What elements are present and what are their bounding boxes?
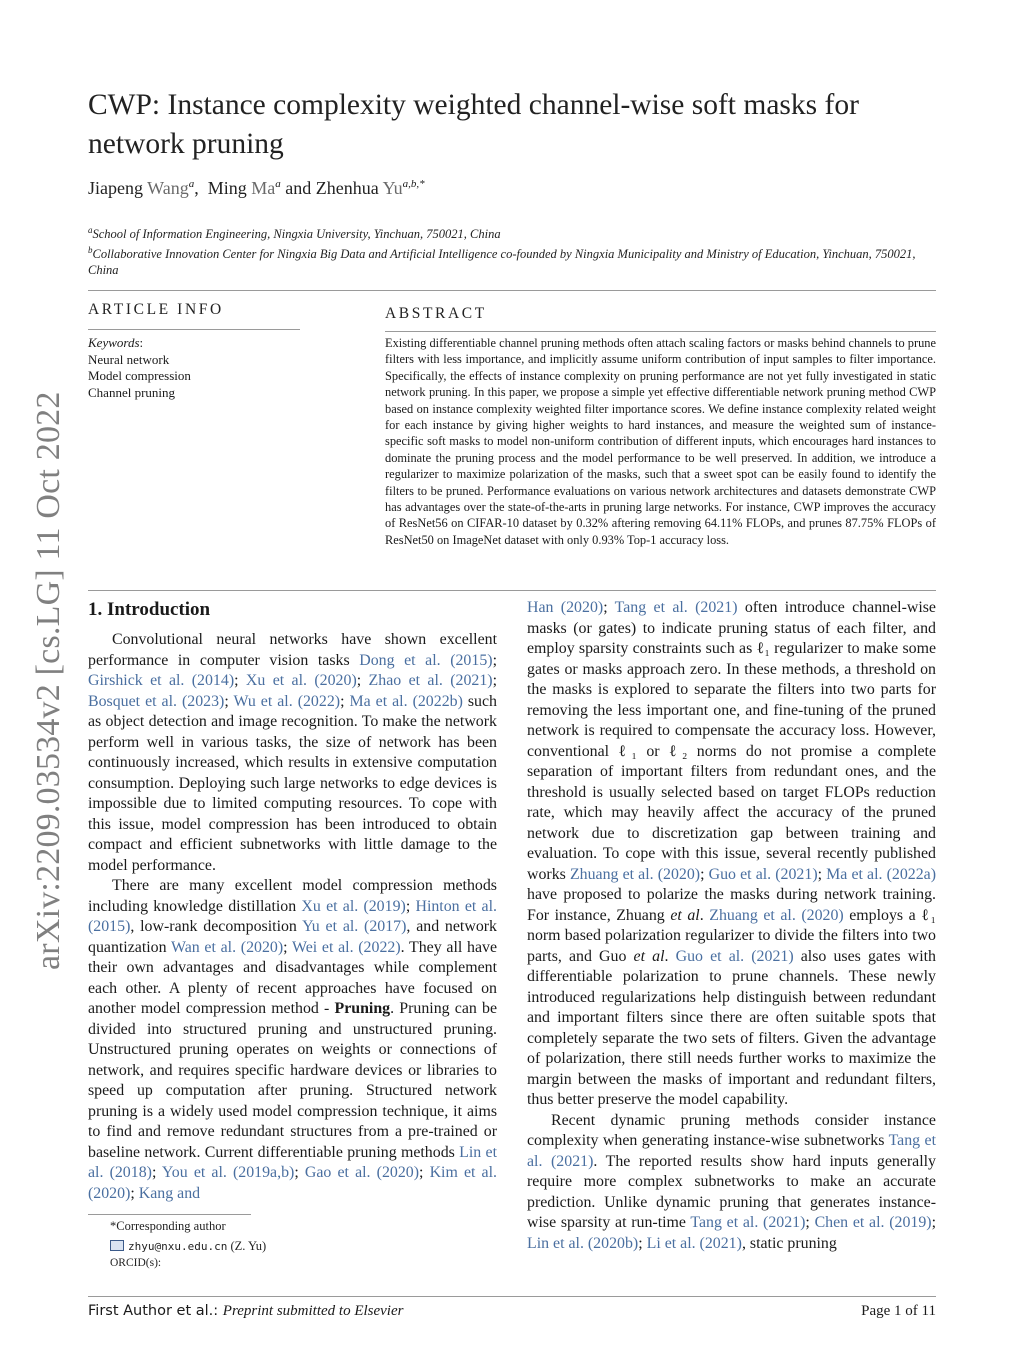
footnote-email-line: zhyu@nxu.edu.cn (Z. Yu) bbox=[110, 1237, 266, 1257]
abstract-text: Existing differentiable channel pruning methods often attach scaling factors or masks behind channels to prune filters with less importance, and implicitly assume uniform contribution of input samples to filter importance. Specifically, the effects of instance complexity on pruning performance are not yet fully investigated in static network pruning. In this paper, we propose a simple yet effective differentiable network pruning method CWP based on instance complexity weighted filter importance scores. We define instance complexity related weight for each instance by giving higher weights to hard instances, and measure the weighted sum of instance-specific soft masks to model non-uniform contribution of different inputs, which encourages hard instances to dominate the pruning process and the model performance to be well preserved. In addition, we introduce a regularizer to maximize polarization of the masks, such that a sweet spot can be easily found to identify the filters to be pruned. Performance evaluations on various network architectures and datasets demonstrate CWP has advantages over the state-of-the-arts in pruning large networks. For instance, CWP improves the accuracy of ResNet56 on CIFAR-10 dataset by 0.32% aftering removing 64.11% FLOPs, and prunes 87.75% FLOPs of ResNet50 on ImageNet dataset with only 0.93% Top-1 accuracy loss. bbox=[385, 336, 936, 547]
citation-link[interactable]: Li et al. (2021) bbox=[646, 1234, 742, 1252]
citation-link[interactable]: Xu et al. (2019) bbox=[301, 897, 406, 915]
keyword: Channel pruning bbox=[88, 384, 176, 400]
abstract-heading: ABSTRACT bbox=[385, 305, 487, 322]
citation-link[interactable]: Girshick et al. (2014) bbox=[88, 672, 235, 689]
citation-link[interactable]: Ma et al. (2022b) bbox=[349, 692, 463, 710]
citation-link[interactable]: Tang et al. (2021) bbox=[614, 599, 738, 616]
text-run: . They all have their own advantages and disadvantages while complement each other. A plenty of recent approaches have focused on another model compression method - bbox=[88, 938, 497, 1017]
email-icon bbox=[110, 1240, 124, 1251]
text-run: have proposed to polarize the masks during network training. For instance, Zhuang bbox=[527, 886, 936, 924]
text-run: ; bbox=[283, 938, 292, 956]
text-run: Convolutional neural networks have shown excellent performance in computer vision tasks bbox=[88, 631, 497, 669]
footer-divider bbox=[88, 1296, 936, 1297]
citation-link[interactable]: Zhuang et al. (2020) bbox=[569, 865, 701, 883]
citation-link[interactable]: Kim et al. (2020) bbox=[88, 1164, 498, 1202]
header-divider bbox=[88, 290, 936, 291]
citation-link[interactable]: Hinton et al. (2015) bbox=[88, 897, 497, 935]
keywords-block: Keywords: Neural network Model compression Channel pruning bbox=[88, 335, 191, 400]
paragraph bbox=[527, 598, 936, 1111]
text-run: ; bbox=[151, 1164, 162, 1181]
text-run: . The reported results show hard inputs generally require more complex subnetworks to make an accurate prediction. Unlike dynamic pruning that generates instance-wise sparsity at run-time bbox=[527, 1152, 936, 1231]
citation-link[interactable]: Kang and bbox=[138, 1184, 201, 1202]
article-info-divider bbox=[88, 329, 300, 330]
text-run: . Pruning can be divided into structured pruning and unstructured pruning. Unstructured pruning operates on weights or connections of network, and requires specific hardware devices or libraries to speed up computation after pruning. Structured network pruning is a widely used model compression technique, it aims to find and remove redundant structures from a pre-trained or baseline network. Current differentiable pruning methods bbox=[88, 1000, 497, 1161]
citation-link[interactable]: You et al. (2019a,b) bbox=[161, 1164, 295, 1181]
text-run: ; bbox=[805, 1214, 815, 1231]
text-run: ; bbox=[603, 599, 615, 616]
citation-link[interactable]: Guo et al. (2021) bbox=[708, 865, 818, 883]
author-1[interactable]: Jiapeng Wang$^a$ bbox=[88, 178, 195, 198]
footnote-orcid: ORCID(s): bbox=[110, 1257, 162, 1269]
bold-term: Pruning bbox=[334, 1000, 391, 1017]
abstract-bottom-divider bbox=[88, 590, 936, 591]
text-run: , low-rank decomposition bbox=[130, 918, 303, 935]
text-run: There are many excellent model compression methods including knowledge distillation bbox=[88, 877, 497, 915]
text-run: ; bbox=[419, 1164, 430, 1181]
text-run: , static pruning bbox=[741, 1234, 837, 1252]
text-run: ; bbox=[405, 897, 416, 915]
text-run: also uses gates with differentiable polarization to prune channels. These newly introduced regularizations help distinguish between redundant and important filters since there are often suitable spots that completely separate the two sets of filters. Given the advantage of polarization, there still needs further works to maximize the margin between the masks of important and redundant filters, thus better preserve the model capability. bbox=[527, 947, 936, 1108]
right-column bbox=[527, 598, 936, 1254]
text-run: ; bbox=[234, 672, 246, 689]
citation-link[interactable]: Xu et al. (2020) bbox=[245, 672, 357, 689]
text-run: ; bbox=[700, 865, 709, 883]
text-run: . bbox=[664, 947, 676, 965]
citation-link[interactable]: Chen et al. (2019) bbox=[814, 1214, 932, 1231]
text-run: ; bbox=[340, 692, 350, 710]
section-heading: 1. Introduction bbox=[88, 599, 211, 620]
text-run: . bbox=[699, 906, 710, 924]
text-run: ; bbox=[931, 1214, 936, 1231]
text-run: et al bbox=[670, 906, 700, 924]
citation-link[interactable]: Gao et al. (2020) bbox=[304, 1164, 420, 1181]
citation-link[interactable]: Guo et al. (2021) bbox=[675, 947, 794, 965]
page-number: Page 1 of 11 bbox=[861, 1303, 936, 1319]
text-run: ; bbox=[817, 865, 827, 883]
citation-link[interactable]: Lin et al. (2020b) bbox=[527, 1234, 639, 1252]
paper-title: CWP: Instance complexity weighted channel-wise soft masks for network pruning bbox=[88, 89, 859, 160]
arxiv-stamp: arXiv:2209.03534v2 [cs.LG] 11 Oct 2022 bbox=[30, 391, 67, 970]
citation-link[interactable]: Tang et al. (2021) bbox=[527, 1132, 936, 1170]
text-run: ; bbox=[294, 1164, 305, 1181]
author-3[interactable]: Zhenhua $Yu^{a,b,*}$ bbox=[315, 178, 425, 198]
paragraph bbox=[527, 1111, 936, 1255]
citation-link[interactable]: Lin et al. (2018) bbox=[88, 1143, 497, 1181]
citation-link[interactable]: Zhao et al. (2021) bbox=[368, 672, 493, 689]
text-run: ; bbox=[492, 651, 497, 669]
keywords-label: Keywords bbox=[88, 335, 140, 350]
text-run: employs a ℓ₁ norm based polarization regularizer to divide the filters into two parts, and Guo bbox=[527, 906, 936, 965]
author-2[interactable]: Ming Ma$^a$ bbox=[207, 178, 281, 198]
paragraph bbox=[88, 876, 497, 1204]
citation-link[interactable]: Yu et al. (2017) bbox=[302, 918, 407, 935]
paragraph bbox=[88, 630, 497, 876]
keyword: Model compression bbox=[88, 368, 191, 383]
text-run: such as object detection and image recognition. To make the network perform well in various tasks, the size of network has been continuously increased, which results in extensive computation consumption. Deploying such large networks to edge devices is impossible due to limited computing resources. To cope with this issue, model compression has been introduced to obtain compact and efficient subnetworks with little damage to the model performance. bbox=[88, 692, 497, 874]
affiliation-b: $^b$Collaborative Innovation Center for Ningxia Big Data and Artificial Intelligence co-founded by Ningxia Municipality and Ministry of Education, Yinchuan, 750021, China bbox=[88, 245, 916, 278]
email-link[interactable]: zhyu@nxu.edu.cn bbox=[128, 1240, 228, 1253]
author-list: Jiapeng Wang$^a$, Ming Ma$^a$ and Zhenhua $Yu^{a,b,*}$ bbox=[88, 178, 425, 198]
citation-link[interactable]: Wei et al. (2022) bbox=[292, 938, 401, 956]
text-run: ; bbox=[224, 692, 234, 710]
footnote-corresponding: *Corresponding author bbox=[110, 1219, 226, 1233]
abstract-divider bbox=[385, 331, 936, 332]
text-run: often introduce channel-wise masks (or gates) to indicate pruning status of each filter, and employ sparsity constraints such as ℓ₁ regularizer to make some gates or masks approach zero. In these methods, a threshold on the masks is explored to separate the filters into two parts for removing the less important one, and fine-tuning of the pruned network is required to compensate the accuracy loss. However, conventional ℓ₁ or ℓ₂ norms do not promise a complete separation of important filters from redundant ones, and the threshold is usually selected based on target FLOPs reduction rate, which may heavily affect the accuracy of the pruned network due to discretization gap between training and evaluation. To cope with this issue, several recently published works bbox=[527, 599, 936, 883]
footnote-divider bbox=[88, 1214, 251, 1215]
text-run: ; bbox=[130, 1184, 139, 1202]
text-run: Recent dynamic pruning methods consider instance complexity when generating instance-wise subnetworks bbox=[527, 1111, 936, 1149]
citation-link[interactable]: Dong et al. (2015) bbox=[359, 651, 493, 669]
citation-link[interactable]: Han (2020) bbox=[527, 599, 604, 616]
text-run: ; bbox=[492, 672, 498, 689]
affiliation-a: $^a$School of Information Engineering, Ningxia University, Yinchuan, 750021, China bbox=[88, 225, 501, 242]
left-column bbox=[88, 630, 497, 1204]
citation-link[interactable]: Tang et al. (2021) bbox=[690, 1214, 806, 1231]
keyword: Neural network bbox=[88, 351, 170, 367]
text-run: ; bbox=[638, 1234, 647, 1252]
footer-left: First Author et al.: Preprint submitted to Elsevier bbox=[88, 1303, 404, 1319]
citation-link[interactable]: Bosquet et al. (2023) bbox=[88, 692, 225, 710]
citation-link[interactable]: Ma et al. (2022a) bbox=[826, 865, 936, 883]
text-run: et al bbox=[633, 947, 665, 965]
article-info-heading: ARTICLE INFO bbox=[88, 301, 224, 318]
citation-link[interactable]: Zhuang et al. (2020) bbox=[709, 906, 844, 924]
text-run: ; bbox=[356, 672, 369, 689]
text-run: , and network quantization bbox=[88, 918, 498, 956]
citation-link[interactable]: Wu et al. (2022) bbox=[233, 692, 341, 710]
citation-link[interactable]: Wan et al. (2020) bbox=[170, 938, 284, 956]
